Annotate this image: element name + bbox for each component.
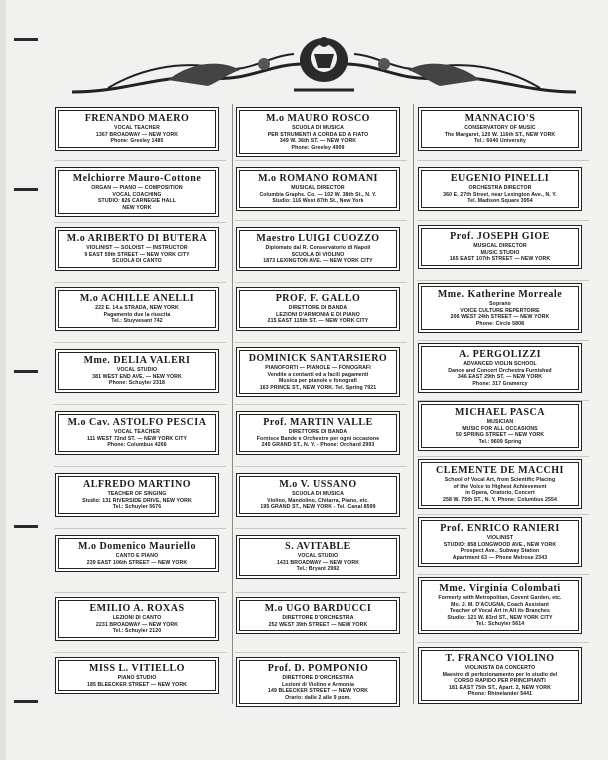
column-divider — [232, 104, 233, 704]
listing-name: Mme. DELIA VALERI — [83, 355, 191, 366]
listing-name: Prof. D. POMPONIO — [267, 663, 369, 674]
listing-name: Prof. MARTIN VALLE — [263, 417, 373, 428]
listing-card — [239, 414, 397, 452]
listing-detail: Maestro di perfezionamento per lo studio del — [442, 671, 558, 678]
listing-detail: STUDIO: 858 LONGWOOD AVE., NEW YORK — [443, 541, 557, 548]
listing-detail: MUSIC STUDIO — [480, 249, 520, 256]
listing-card — [58, 110, 216, 148]
listing-detail: Fornisce Bande e Orchestre per ogni occasione — [256, 435, 380, 442]
listing-detail: Musica per pianole e fonografi — [279, 378, 357, 384]
listing-name: FRENANDO MAERO — [84, 113, 190, 124]
listing-detail: Columbia Graphs. Co. — 102 W. 38th St., N. Y. — [259, 191, 377, 198]
listing-name: M.o Cav. ASTOLFO PESCIA — [67, 417, 207, 428]
listing-detail: 165 EAST 107th STREET — NEW YORK — [449, 256, 551, 262]
listing-detail: STUDIO: 826 CARNEGIE HALL — [97, 198, 176, 204]
listing-card — [58, 538, 216, 569]
listing-detail: 206 WEST 24th STREET — NEW YORK — [450, 314, 550, 320]
listing-detail: Studio: 116 West 87th St., New York — [272, 198, 364, 204]
listing-detail: VIOLINISTA DA CONCERTO — [464, 665, 536, 671]
listing-detail: Tel.: Stuyvesant 742 — [111, 318, 163, 324]
row-divider — [54, 528, 226, 529]
listing-card — [421, 580, 579, 631]
listing-card — [239, 290, 397, 328]
listing-name: M.o ACHILLE ANELLI — [79, 293, 195, 304]
listing-card — [58, 600, 216, 638]
row-divider — [54, 282, 226, 283]
listing-detail: 245 GRAND ST., N. Y. - Phone: Orchard 2993 — [261, 442, 375, 448]
row-divider — [54, 652, 226, 653]
listing-detail: Tel.: Schuyler 5676 — [112, 504, 162, 510]
listing-detail: Phone: 317 Gramercy — [472, 380, 528, 387]
listing-card — [58, 476, 216, 514]
listing-name: A. PERGOLIZZI — [458, 349, 542, 360]
listing-detail: VOCAL COACHING — [112, 191, 162, 198]
listing-detail: LEZIONI DI CANTO — [112, 615, 162, 621]
row-divider — [417, 280, 589, 281]
listing-name: DOMINICK SANTARSIERO — [248, 353, 388, 364]
listing-card — [421, 286, 579, 330]
listing-detail: 346 EAST 29th ST. — NEW YORK — [457, 374, 543, 380]
listing-detail: Dance and Concert Orchestra Furnished — [448, 367, 552, 374]
listing-detail: CORSO RAPIDO PER PRINCIPIANTI — [454, 678, 546, 684]
row-divider — [235, 160, 407, 161]
listing-card — [421, 404, 579, 448]
listing-detail: ORGAN — PIANO — COMPOSITION — [91, 185, 183, 191]
binding-mark — [14, 700, 38, 703]
listing-detail: PER STRUMENTI A CORDA ED A FIATO — [267, 131, 369, 138]
listing-detail: VIOLINIST — [486, 535, 514, 541]
listing-card — [58, 660, 216, 691]
listing-detail: Teacher of Vocal Art in All its Branches — [450, 608, 550, 614]
listing-detail: 181 EAST 75th ST., Apart. 2, NEW YORK — [449, 684, 551, 691]
listing-detail: Orario: dalle 2 alle 9 pom. — [285, 694, 351, 701]
listing-detail: MUSIC FOR ALL OCCASIONS — [462, 425, 538, 432]
row-divider — [54, 466, 226, 467]
row-divider — [235, 342, 407, 343]
listing-detail: SCUOLA DI MUSICA — [292, 125, 344, 131]
listing-name: Mme. Katherine Morreale — [437, 289, 563, 300]
listing-detail: SCUOLA DI VIOLINO — [291, 251, 345, 258]
listing-detail: Lezioni di Violino e Armonia — [282, 681, 354, 688]
listing-detail: 360 E. 27th Street, near Lexington Ave., N. Y. — [443, 191, 557, 198]
row-divider — [417, 456, 589, 457]
listing-card — [421, 228, 579, 266]
listing-card — [421, 650, 579, 701]
listing-detail: of the Voice to Highest Achievement — [453, 483, 547, 490]
listing-name: MANNACIO'S — [464, 113, 536, 124]
listing-detail: PIANOFORTI — PIANOLE — FONOGRAFI — [265, 365, 371, 371]
listing-card — [239, 350, 397, 394]
listing-detail: Phone: Columbus 4266 — [107, 442, 167, 448]
listing-detail: SCUOLA DI CANTO — [112, 258, 162, 264]
listing-name: Maestro LUIGI CUOZZO — [256, 233, 380, 244]
listing-detail: MUSICIAN — [486, 419, 514, 425]
listing-detail: Prospect Ave., Subway Station — [460, 548, 540, 554]
listing-detail: 381 WEST END AVE. — NEW YORK — [92, 373, 182, 380]
listing-detail: ADVANCED VIOLIN SCHOOL — [463, 361, 537, 367]
row-divider — [235, 652, 407, 653]
listing-name: ALFREDO MARTINO — [83, 479, 191, 490]
listing-detail: CONSERVATORY OF MUSIC — [464, 125, 536, 131]
listing-detail: DIRETTORE DI BANDA — [288, 429, 348, 435]
listing-detail: VOCAL STUDIO — [297, 553, 339, 559]
listing-name: EMILIO A. ROXAS — [89, 603, 185, 614]
row-divider — [417, 340, 589, 341]
row-divider — [235, 466, 407, 467]
listing-detail: CANTO E PIANO — [115, 553, 159, 559]
listing-card — [239, 230, 397, 268]
row-divider — [417, 400, 589, 401]
listing-detail: Mo. J. M. D'ACUGNA, Coach Assistant — [451, 601, 549, 608]
row-divider — [235, 282, 407, 283]
listing-name: Melchiorre Mauro-Cottone — [72, 173, 202, 184]
listing-card — [239, 538, 397, 576]
row-divider — [235, 404, 407, 405]
row-divider — [417, 220, 589, 221]
binding-mark — [14, 370, 38, 373]
listing-detail: VOCAL TEACHER — [114, 429, 160, 435]
listing-name: M.o MAURO ROSCO — [266, 113, 370, 124]
listing-detail: Vendite a contanti ed a facili pagamenti — [267, 371, 369, 378]
listing-detail: Phone: Greeley 4909 — [291, 144, 345, 151]
binding-mark — [14, 525, 38, 528]
listing-detail: Tel.: Bryant 2992 — [296, 566, 340, 572]
listing-detail: 1431 BROADWAY — NEW YORK — [276, 559, 360, 566]
listing-detail: DIRETTORE D'ORCHESTRA — [282, 615, 354, 621]
listing-card — [239, 110, 397, 154]
listing-name: EUGENIO PINELLI — [450, 173, 550, 184]
listing-name: M.o ARIBERTO DI BUTERA — [66, 233, 208, 244]
page-edge — [0, 0, 6, 760]
listing-detail: SCUOLA DI MUSICA — [292, 491, 344, 497]
listing-detail: 1367 BROADWAY — NEW YORK — [95, 131, 179, 138]
listing-detail: Pagamento due la riuscita — [103, 311, 171, 318]
listing-detail: 185 BLEECKER STREET — NEW YORK — [86, 681, 188, 688]
listing-detail: 239 EAST 106th STREET — NEW YORK — [86, 559, 188, 566]
listing-detail: LEZIONI D'ARMONIA E DI PIANO — [276, 311, 360, 318]
listing-detail: 149 BLEECKER STREET — NEW YORK — [267, 688, 369, 694]
listing-card — [58, 414, 216, 452]
listing-detail: in Opera, Oratorio, Concert — [465, 490, 535, 496]
listing-detail: ORCHESTRA DIRECTOR — [468, 185, 532, 191]
listing-detail: VIOLINIST — SOLOIST — INSTRUCTOR — [86, 245, 188, 251]
listing-detail: MUSICAL DIRECTOR — [473, 243, 527, 249]
listing-detail: 2231 BROADWAY — NEW YORK — [95, 621, 179, 628]
listing-card — [239, 600, 397, 631]
listing-detail: DIRETTORE DI BANDA — [288, 305, 348, 311]
listing-detail: VOICE CULTURE REPERTOIRE — [460, 307, 540, 314]
listing-detail: VOCAL STUDIO — [116, 367, 158, 373]
listing-detail: TEACHER OF SINGING — [107, 491, 167, 497]
listing-detail: Tel.: 9609 Spring — [478, 438, 522, 445]
row-divider — [417, 642, 589, 643]
listing-card — [421, 462, 579, 506]
listing-name: MISS L. VITIELLO — [89, 663, 185, 674]
listing-card — [58, 230, 216, 268]
listing-detail: School of Vocal Art, from Scientific Placing — [444, 477, 556, 483]
listing-card — [58, 170, 216, 214]
listing-detail: Phone: Rhinelander 5441 — [467, 691, 533, 697]
listing-detail: Soprano — [489, 301, 511, 307]
listing-detail: PIANO STUDIO — [117, 675, 157, 681]
listing-detail: Violino, Mandolino, Chitarra, Piano, etc. — [267, 497, 369, 504]
listing-detail: The Margaret, 120 W. 116th ST., NEW YORK — [444, 131, 556, 138]
listing-card — [421, 170, 579, 208]
listing-detail: 252 WEST 39th STREET — NEW YORK — [268, 621, 368, 628]
listing-detail: 222 E. 14.a STRADA, NEW YORK — [95, 305, 179, 311]
listing-name: M.o UGO BARDUCCI — [264, 603, 372, 614]
listing-detail: Tel.: Schuyler 5614 — [475, 621, 525, 627]
listing-detail: 9 EAST 59th STREET — NEW YORK CITY — [84, 251, 190, 258]
row-divider — [235, 528, 407, 529]
listing-card — [239, 660, 397, 704]
listing-detail: MUSICAL DIRECTOR — [291, 185, 345, 191]
row-divider — [54, 160, 226, 161]
listing-detail: Formerly with Metropolitan, Covent Garden, etc. — [438, 595, 562, 601]
binding-mark — [14, 188, 38, 191]
listing-card — [421, 110, 579, 148]
listing-card — [421, 346, 579, 390]
listing-detail: Tel. Madison Square 3954 — [467, 198, 533, 204]
listing-detail: Phone: Circle 5808 — [475, 320, 525, 327]
header-ornament — [68, 34, 580, 96]
listing-detail: Tel.: Schuyler 2120 — [112, 628, 162, 634]
listing-detail: Diplomato dal R. Conservatorio di Napoli — [265, 245, 371, 251]
listing-name: M.o Domenico Mauriello — [78, 541, 196, 552]
listing-detail: 195 GRAND ST., NEW YORK - Tel. Canal 8599 — [260, 504, 376, 510]
row-divider — [235, 220, 407, 221]
listing-detail: 258 W. 75th ST., N. Y. Phone: Columbus 2554 — [442, 496, 558, 503]
listing-detail: Tel.: 6040 University — [474, 138, 526, 144]
listing-detail: 349 W. 36th ST. — NEW YORK — [279, 138, 357, 144]
listing-detail: VOCAL TEACHER — [114, 125, 160, 131]
listing-name: M.o ROMANO ROMANI — [258, 173, 378, 184]
listing-name: T. FRANCO VIOLINO — [445, 653, 555, 664]
listing-name: Prof. ENRICO RANIERI — [440, 523, 560, 534]
row-divider — [54, 222, 226, 223]
listing-name: MICHAEL PASCA — [455, 407, 545, 418]
listing-detail: 215 EAST 115th ST. — NEW YORK CITY — [267, 318, 369, 324]
listing-detail: Phone: Greeley 1485 — [110, 138, 164, 144]
listing-detail: Studio: 131 RIVERSIDE DRIVE, NEW YORK — [82, 497, 192, 504]
row-divider — [54, 404, 226, 405]
listing-name: CLEMENTE DE MACCHI — [436, 465, 564, 476]
listing-name: S. AVITABLE — [285, 541, 351, 552]
row-divider — [417, 160, 589, 161]
listing-card — [239, 170, 397, 208]
listing-detail: Apartment 63 — Phone Melrose 2343 — [452, 554, 548, 561]
listing-card — [239, 476, 397, 514]
listing-card — [58, 290, 216, 328]
listing-detail: Phone: Schuyler 2318 — [109, 380, 165, 386]
listing-name: Mme. Virginia Colombati — [439, 583, 561, 594]
column-divider — [413, 104, 414, 704]
listing-card — [421, 520, 579, 564]
listing-card — [58, 352, 216, 390]
row-divider — [235, 592, 407, 593]
listing-detail: 111 WEST 72nd ST. — NEW YORK CITY — [86, 435, 188, 442]
row-divider — [417, 574, 589, 575]
listing-detail: Studio: 121 W. 83rd ST., NEW YORK CITY — [447, 614, 553, 621]
listing-name: M.o V. USSANO — [279, 479, 357, 490]
row-divider — [54, 342, 226, 343]
listing-detail: 50 SPRING STREET — NEW YORK — [455, 432, 545, 438]
row-divider — [417, 514, 589, 515]
binding-mark — [14, 38, 38, 41]
listing-detail: DIRETTORE D'ORCHESTRA — [282, 675, 354, 681]
listing-detail: 1873 LEXINGTON AVE. — NEW YORK CITY — [263, 258, 373, 264]
listing-name: PROF. F. GALLO — [275, 293, 361, 304]
listing-detail: 163 PRINCE ST., NEW YORK. Tel. Spring 7921 — [259, 384, 377, 391]
listing-name: Prof. JOSEPH GIOE — [450, 231, 550, 242]
row-divider — [54, 592, 226, 593]
listing-detail: NEW YORK — [122, 204, 152, 211]
